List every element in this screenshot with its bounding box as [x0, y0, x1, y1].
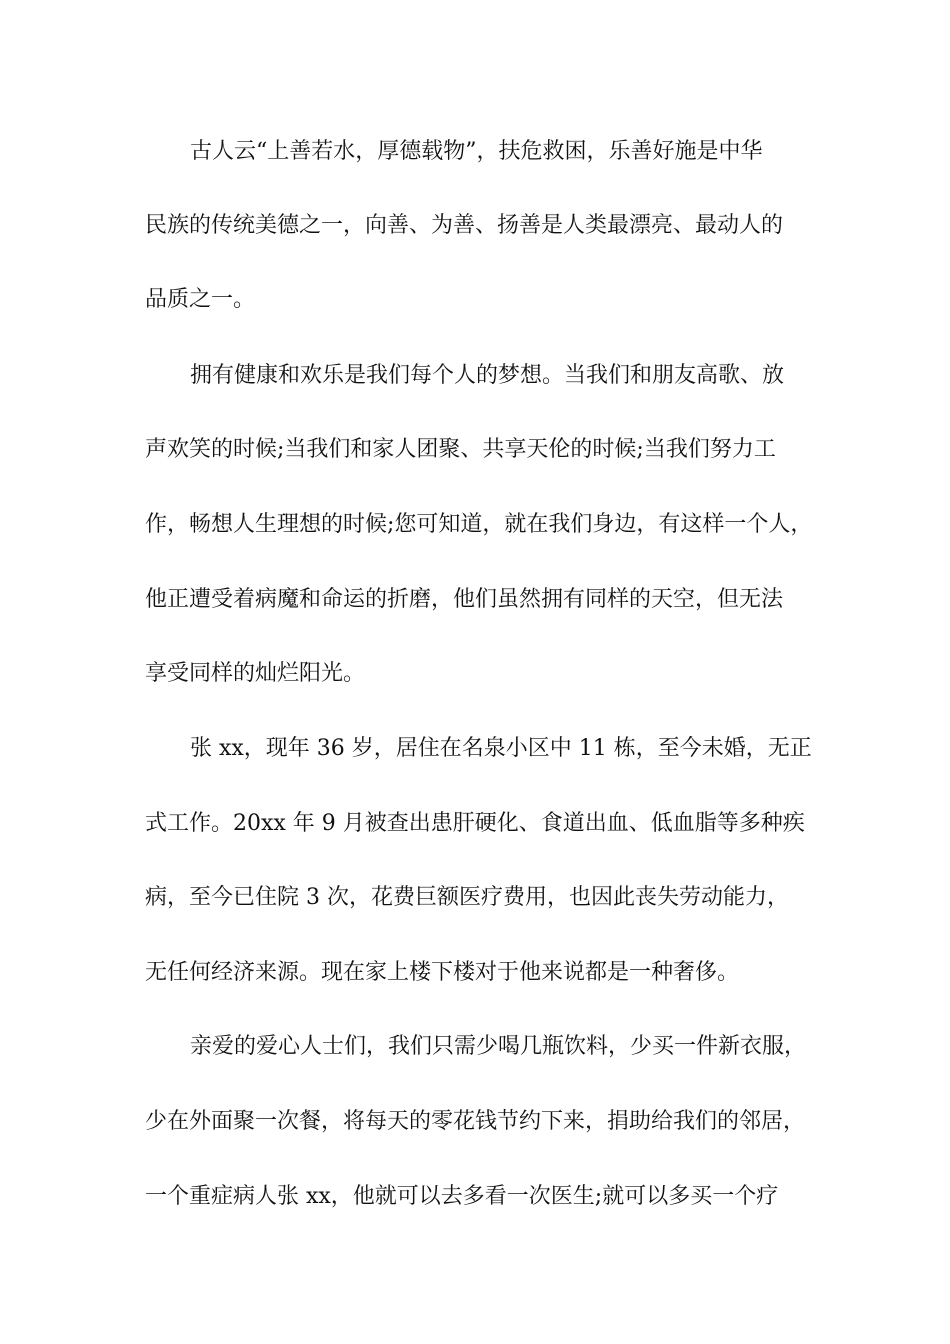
paragraph-2-line-3: 作，畅想人生理想的时候;您可知道，就在我们身边，有这样一个人，	[145, 512, 813, 537]
paragraph-3-line-4: 无任何经济来源。现在家上楼下楼对于他来说都是一种奢侈。	[145, 960, 740, 985]
paragraph-1-line-2: 民族的传统美德之一，向善、为善、扬善是人类最漂亮、最动人的	[145, 213, 784, 238]
paragraph-3-line-1: 张 xx，现年 36 岁，居住在名泉小区中 11 栋，至今未婚，无正	[190, 736, 812, 761]
paragraph-2-line-5: 享受同样的灿烂阳光。	[145, 661, 366, 686]
paragraph-2-line-4: 他正遭受着病魔和命运的折磨，他们虽然拥有同样的天空，但无法	[145, 587, 784, 612]
paragraph-3-line-3: 病，至今已住院 3 次，花费巨额医疗费用，也因此丧失劳动能力，	[145, 885, 789, 910]
paragraph-2-line-1: 拥有健康和欢乐是我们每个人的梦想。当我们和朋友高歌、放	[190, 363, 785, 388]
paragraph-3-line-2: 式工作。20xx 年 9 月被查出患肝硬化、食道出血、低血脂等多种疾	[145, 811, 805, 836]
paragraph-4-line-1: 亲爱的爱心人士们，我们只需少喝几瓶饮料，少买一件新衣服，	[190, 1034, 807, 1059]
paragraph-1-line-3: 品质之一。	[145, 287, 256, 312]
paragraph-4-line-2: 少在外面聚一次餐，将每天的零花钱节约下来，捐助给我们的邻居，	[145, 1109, 806, 1134]
paragraph-1-line-1: 古人云“上善若水，厚德载物”，扶危救困，乐善好施是中华	[190, 139, 763, 164]
paragraph-4-line-3: 一个重症病人张 xx，他就可以去多看一次医生;就可以多买一个疗	[145, 1184, 779, 1209]
paragraph-2-line-2: 声欢笑的时候;当我们和家人团聚、共享天伦的时候;当我们努力工	[145, 437, 776, 462]
